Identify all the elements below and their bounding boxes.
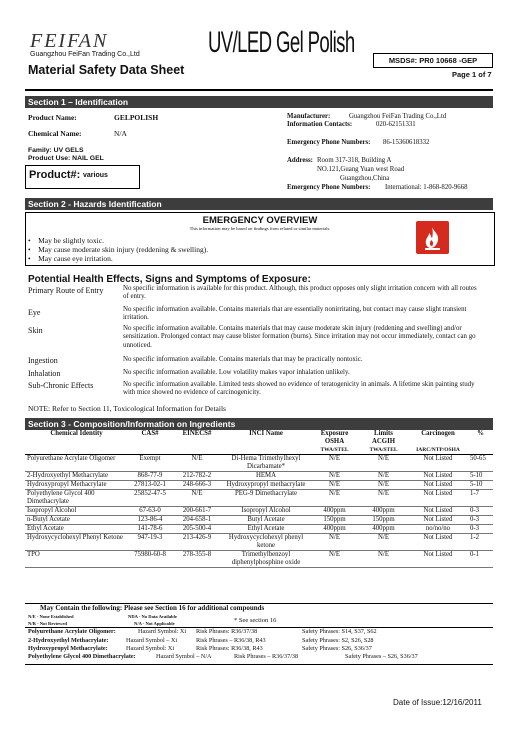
cell-acgih: N/E bbox=[359, 551, 408, 568]
effect-text: No specific information available. Low volatility makes vapor inhalation unlikely. bbox=[123, 369, 350, 376]
emergency-phone2-label: Emergency Phone Numbers: bbox=[287, 184, 371, 191]
cell-chemical: Hydroxycyclohexyl Phenyl Ketone bbox=[25, 534, 128, 551]
hazard-symbol: Hazard Symbol – Xi bbox=[126, 637, 178, 644]
effect-label: Inhalation bbox=[28, 369, 61, 378]
effect-label: Skin bbox=[28, 326, 43, 335]
table-row bbox=[25, 507, 493, 516]
col-cas: CAS# bbox=[128, 430, 172, 455]
table-header-row bbox=[25, 430, 493, 455]
table-row bbox=[25, 455, 493, 472]
cell-cas: 25852-47-5 bbox=[128, 490, 172, 507]
col-acgih: Limits ACGIH TWA/STEL bbox=[359, 430, 408, 455]
cell-chemical: n-Butyl Acetate bbox=[25, 516, 128, 525]
product-title: UV/LED Gel Polish bbox=[208, 26, 355, 59]
section2-bar: Section 2 - Hazards Identification bbox=[25, 198, 493, 210]
logo-text: FEIFAN bbox=[30, 30, 109, 52]
safety-phrases: Safety Phrases: S2, S26, S28 bbox=[302, 637, 374, 644]
company-logo bbox=[30, 30, 170, 58]
effect-text: No specific information available. Contains materials that may be practically nontoxic. bbox=[123, 356, 363, 363]
cell-einecs: N/E bbox=[172, 455, 222, 472]
cell-percent: 5-10 bbox=[468, 481, 493, 490]
product-name-label: Product Name: bbox=[28, 113, 77, 122]
cell-percent: 0-1 bbox=[468, 551, 493, 568]
cell-acgih: N/E bbox=[359, 472, 408, 481]
safety-phrases: Safety Phrases – S26, S36/37 bbox=[345, 653, 418, 660]
effect-text: No specific information available. Contains materials that may cause moderate skin injury (reddening and swelling) and/or sensitization. Prolonged contact may cause blister formation (burns). Since irritation may not occur immediately, contact can go unnoticed. bbox=[123, 325, 476, 349]
risk-phrases: Risk Phrases – R36/37/38 bbox=[234, 653, 299, 660]
cell-percent: 50-65 bbox=[468, 455, 493, 472]
cell-percent: 5-10 bbox=[468, 472, 493, 481]
info-contacts-label: Information Contacts: bbox=[287, 121, 353, 128]
cell-percent: 1-7 bbox=[468, 490, 493, 507]
footer-divider bbox=[25, 664, 493, 665]
cell-inci: HEMA bbox=[222, 472, 310, 481]
emergency-phone-label: Emergency Phone Numbers: bbox=[287, 139, 371, 146]
col-inci: INCI Name bbox=[222, 430, 310, 455]
hazard-symbol: Hazard Symbol – N/A bbox=[156, 653, 212, 660]
cell-inci: Trimethylbenzoyl diphenylphosphine oxide bbox=[222, 551, 310, 568]
cell-carcinogen: no/no/no bbox=[408, 525, 468, 534]
cell-percent: 0-3 bbox=[468, 516, 493, 525]
safety-phrases: Safety Phrases: S26, S36/37 bbox=[302, 645, 372, 652]
cell-acgih: N/E bbox=[359, 481, 408, 490]
legend-na: N/A - Not Applicable bbox=[134, 621, 175, 626]
cell-cas: 947-19-3 bbox=[128, 534, 172, 551]
section1-bar: Section 1 – Identification bbox=[25, 96, 493, 108]
product-name-value: GELPOLISH bbox=[114, 113, 159, 122]
cell-inci: Butyl Acetate bbox=[222, 516, 310, 525]
legend-nr: N/R - Not Reviewed bbox=[28, 621, 67, 626]
hazard-compound: Polyurethane Acrylate Oligomer: bbox=[28, 628, 116, 635]
table-row bbox=[25, 490, 493, 507]
risk-phrases: Risk Phrases – R36/38, R43 bbox=[196, 637, 266, 644]
address-line2: NO.121,Guang Yuan west Road bbox=[317, 166, 405, 173]
effect-label: Eye bbox=[28, 308, 41, 317]
cell-carcinogen: Not Listed bbox=[408, 490, 468, 507]
company-subtitle: Guangzhou FeiFan Trading Co.,Ltd bbox=[30, 51, 140, 58]
cell-osha: N/E bbox=[310, 481, 359, 490]
bullet-item: • May be slightly toxic. bbox=[28, 236, 104, 245]
cell-inci: Isopropyl Alcohol bbox=[222, 507, 310, 516]
page-number: Page 1 of 7 bbox=[452, 70, 492, 79]
cell-inci: Hydroxypropyl methacrylate bbox=[222, 481, 310, 490]
cell-chemical: Hydroxypropyl Methacrylate bbox=[25, 481, 128, 490]
header-divider bbox=[25, 89, 493, 91]
cell-carcinogen: Not Listed bbox=[408, 455, 468, 472]
cell-acgih: N/E bbox=[359, 490, 408, 507]
toxicology-note: NOTE: Refer to Section 11, Toxicological Information for Details bbox=[28, 404, 226, 413]
safety-phrases: Safety Phrases: S14, S37, S62 bbox=[302, 628, 377, 635]
may-contain-text: May Contain the following: Please see Section 16 for additional compounds bbox=[40, 604, 265, 612]
health-effects-heading: Potential Health Effects, Signs and Symptoms of Exposure: bbox=[28, 274, 311, 285]
product-use-text: Product Use: NAIL GEL bbox=[28, 155, 104, 162]
ingredients-table bbox=[25, 430, 493, 568]
emergency-phone-value: 86-15360618332 bbox=[383, 139, 430, 146]
cell-cas: 67-63-0 bbox=[128, 507, 172, 516]
table-row bbox=[25, 516, 493, 525]
cell-cas: 27813-02-1 bbox=[128, 481, 172, 490]
cell-inci: Hydroxycyclohexyl phenyl ketone bbox=[222, 534, 310, 551]
cell-cas: 868-77-9 bbox=[128, 472, 172, 481]
hazard-compound: Hydroxypropyl Methacrylate: bbox=[28, 645, 108, 652]
hazard-compound: Polyethylene Glycol 400 Dimethacrylate: bbox=[28, 653, 136, 660]
cell-osha: N/E bbox=[310, 472, 359, 481]
document-title: Material Safety Data Sheet bbox=[28, 63, 185, 77]
hazard-symbol: Hazard Symbol: Xi bbox=[138, 628, 187, 635]
effect-text: No specific information is available for this product. Although, this product opposes only slight irritation concern with all routes of entry. bbox=[123, 285, 477, 301]
cell-einecs: 212-782-2 bbox=[172, 472, 222, 481]
hazard-compound: 2-Hydroxyethyl Methacrylate: bbox=[28, 637, 109, 644]
overview-title: EMERGENCY OVERVIEW bbox=[202, 215, 318, 226]
legend-see16: * See section 16 bbox=[234, 617, 277, 624]
family-text: Family: UV GELS bbox=[28, 147, 84, 154]
section3-bar: Section 3 - Composition/Information on Ingredients bbox=[25, 418, 493, 430]
cell-acgih: 150ppm bbox=[359, 516, 408, 525]
hazard-symbol: Hazard Symbol: Xi bbox=[126, 645, 175, 652]
cell-cas: 141-78-6 bbox=[128, 525, 172, 534]
product-number-box bbox=[25, 165, 140, 189]
cell-einecs: 205-500-4 bbox=[172, 525, 222, 534]
emergency-phone2-value: International: 1-868-820-9668 bbox=[385, 184, 468, 191]
cell-osha: 150ppm bbox=[310, 516, 359, 525]
cell-carcinogen: Not Listed bbox=[408, 534, 468, 551]
flame-icon bbox=[416, 221, 449, 254]
info-contacts-value: 020-62151331 bbox=[376, 121, 416, 128]
table-row bbox=[25, 481, 493, 490]
cell-acgih: 400ppm bbox=[359, 507, 408, 516]
chemical-name-label: Chemical Name: bbox=[28, 129, 82, 138]
legend-ne: N/E - None Established bbox=[28, 614, 74, 619]
cell-einecs: 278-355-8 bbox=[172, 551, 222, 568]
cell-cas: 75980-60-8 bbox=[128, 551, 172, 568]
table-row bbox=[25, 525, 493, 534]
cell-einecs: 248-666-3 bbox=[172, 481, 222, 490]
cell-osha: N/E bbox=[310, 455, 359, 472]
address-line3: Guangzhou,China bbox=[340, 175, 390, 182]
table-row bbox=[25, 472, 493, 481]
effect-text: No specific information available. Contains materials that are essentially nonirritating, but contact may cause slight transient irritation. bbox=[123, 306, 467, 322]
manufacturer-value: Guangzhou FeiFan Trading Co.,Ltd bbox=[349, 113, 447, 120]
cell-inci: PEG-9 Dimethacrylate bbox=[222, 490, 310, 507]
col-percent: % bbox=[468, 430, 493, 455]
cell-inci: Di-Hema Trimethylhexyl Dicarbamate* bbox=[222, 455, 310, 472]
cell-carcinogen: Not Listed bbox=[408, 551, 468, 568]
cell-inci: Ethyl Acetate bbox=[222, 525, 310, 534]
cell-chemical: Polyurethane Acrylate Oligomer bbox=[25, 455, 128, 472]
address-line1: Room 317-318, Building A bbox=[317, 157, 392, 164]
effect-label: Sub-Chronic Effects bbox=[28, 381, 94, 390]
risk-phrases: Risk Phrases: R36/37/38 bbox=[196, 628, 258, 635]
effect-label: Primary Route of Entry bbox=[28, 286, 104, 295]
cell-chemical: Ethyl Acetate bbox=[25, 525, 128, 534]
cell-acgih: 400ppm bbox=[359, 525, 408, 534]
cell-carcinogen: Not Listed bbox=[408, 516, 468, 525]
cell-percent: 0-3 bbox=[468, 525, 493, 534]
cell-carcinogen: Not Listed bbox=[408, 507, 468, 516]
cell-cas: 123-86-4 bbox=[128, 516, 172, 525]
cell-osha: N/E bbox=[310, 490, 359, 507]
cell-osha: 400ppm bbox=[310, 507, 359, 516]
cell-chemical: Polyethylene Glycol 400 Dimethacrylate bbox=[25, 490, 128, 507]
cell-acgih: N/E bbox=[359, 534, 408, 551]
cell-cas: Exempt bbox=[128, 455, 172, 472]
cell-osha: N/E bbox=[310, 551, 359, 568]
cell-einecs: 200-661-7 bbox=[172, 507, 222, 516]
col-einecs: EINECS# bbox=[172, 430, 222, 455]
overview-note: This information may be based on findings from related or similar materials. bbox=[189, 226, 331, 231]
date-of-issue: Date of Issue:12/16/2011 bbox=[393, 698, 482, 707]
chemical-name-value: N/A bbox=[114, 129, 127, 138]
cell-chemical: Isopropyl Alcohol bbox=[25, 507, 128, 516]
col-carcinogen: Carcinogen IARC/NTP/OSHA bbox=[408, 430, 468, 455]
cell-percent: 1-2 bbox=[468, 534, 493, 551]
cell-osha: 400ppm bbox=[310, 525, 359, 534]
cell-carcinogen: Not Listed bbox=[408, 472, 468, 481]
legend-nda: NDA - No Data Available bbox=[128, 614, 177, 619]
cell-chemical: TPO bbox=[25, 551, 128, 568]
cell-osha: N/E bbox=[310, 534, 359, 551]
cell-carcinogen: Not Listed bbox=[408, 481, 468, 490]
table-row bbox=[25, 551, 493, 568]
bullet-item: • May cause moderate skin injury (reddening & swelling). bbox=[28, 245, 209, 254]
cell-einecs: N/E bbox=[172, 490, 222, 507]
col-chemical: Chemical Identity bbox=[25, 430, 128, 455]
cell-chemical: 2-Hydroxyethyl Methacrylate bbox=[25, 472, 128, 481]
effect-text: No specific information available. Limited tests showed no evidence of teratogenicity in animals. A lifetime skin painting study with mice showed no evidence of carcinogenicity. bbox=[123, 381, 475, 397]
msds-number: MSDS#: PR0 10668 -GEP bbox=[373, 53, 493, 68]
bullet-item: • May cause eye irritation. bbox=[28, 254, 113, 263]
cell-einecs: 213-426-9 bbox=[172, 534, 222, 551]
effect-label: Ingestion bbox=[28, 356, 58, 365]
product-number-label: Product#: bbox=[29, 169, 81, 181]
risk-phrases: Risk Phrases: R36/38, R43 bbox=[196, 645, 263, 652]
manufacturer-label: Manufacturer: bbox=[287, 113, 331, 120]
address-label: Address: bbox=[287, 157, 313, 164]
product-number-value: various bbox=[83, 172, 108, 179]
table-row bbox=[25, 534, 493, 551]
cell-percent: 0-3 bbox=[468, 507, 493, 516]
cell-einecs: 204-658-1 bbox=[172, 516, 222, 525]
cell-acgih: N/E bbox=[359, 455, 408, 472]
col-osha: Exposure OSHA TWA/STEL bbox=[310, 430, 359, 455]
